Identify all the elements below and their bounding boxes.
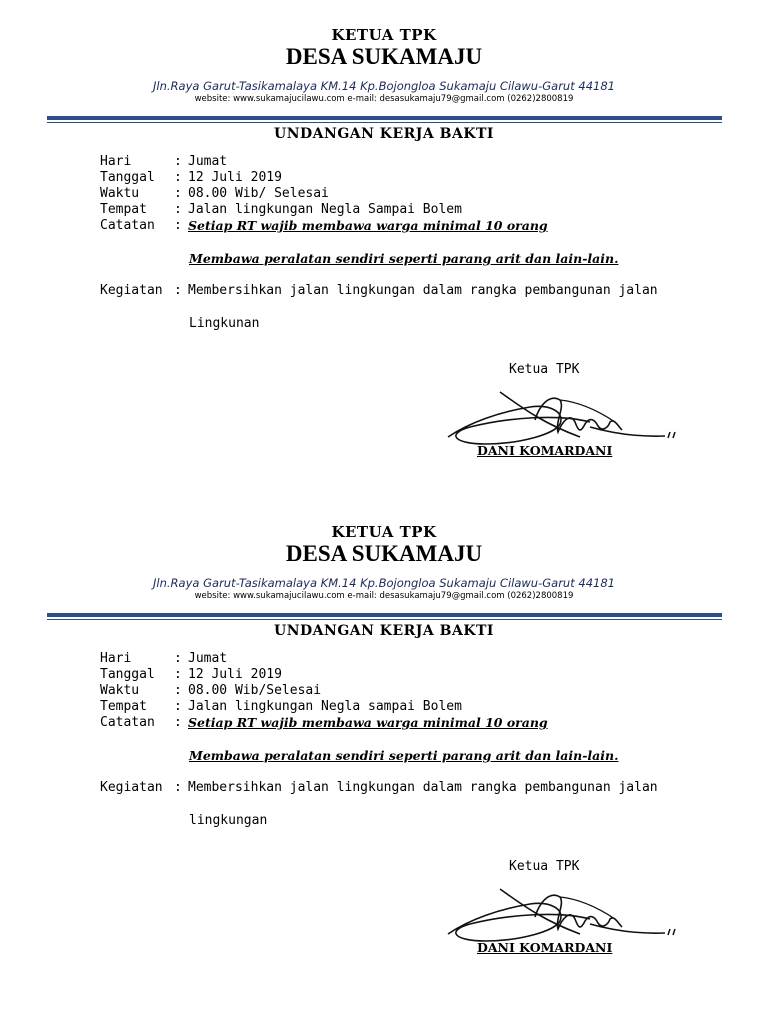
row-separator: : bbox=[174, 715, 182, 730]
header-address: Jln.Raya Garut-Tasikamalaya KM.14 Kp.Bojongloa Sukamaju Cilawu-Garut 44181 bbox=[153, 79, 615, 93]
row-value: Jumat bbox=[188, 154, 228, 169]
header-divider-thin bbox=[47, 619, 722, 620]
row-label: Waktu bbox=[100, 683, 140, 698]
letter-title: UNDANGAN KERJA BAKTI bbox=[274, 126, 494, 142]
detail-row-tanggal bbox=[100, 170, 700, 186]
header-title: KETUA TPK bbox=[331, 26, 437, 44]
signature-role: Ketua TPK bbox=[509, 859, 580, 874]
signatory-name: DANI KOMARDANI bbox=[477, 940, 613, 955]
detail-row-waktu bbox=[100, 683, 700, 699]
detail-row-tempat bbox=[100, 202, 700, 218]
detail-row-catatan bbox=[100, 218, 700, 234]
row-value: Membersihkan jalan lingkungan dalam rangka pembangunan jalan bbox=[188, 283, 658, 298]
row-label: Tempat bbox=[100, 699, 147, 714]
detail-row-tanggal bbox=[100, 667, 700, 683]
detail-row-hari bbox=[100, 154, 700, 170]
row-label: Kegiatan bbox=[100, 780, 163, 795]
row-value: 12 Juli 2019 bbox=[188, 667, 282, 682]
letter-title: UNDANGAN KERJA BAKTI bbox=[274, 623, 494, 639]
signature-role: Ketua TPK bbox=[509, 362, 580, 377]
row-separator: : bbox=[174, 667, 182, 682]
detail-row-kegiatan bbox=[100, 283, 700, 299]
header-divider bbox=[47, 613, 722, 617]
invitation-letter bbox=[0, 497, 768, 997]
row-separator: : bbox=[174, 699, 182, 714]
detail-row-catatan bbox=[100, 715, 700, 731]
row-label: Tempat bbox=[100, 202, 147, 217]
row-label: Kegiatan bbox=[100, 283, 163, 298]
kegiatan-continuation: lingkungan bbox=[189, 813, 268, 828]
row-separator: : bbox=[174, 683, 182, 698]
row-value: 08.00 Wib/ Selesai bbox=[188, 186, 329, 201]
row-label: Waktu bbox=[100, 186, 140, 201]
row-value-note: Setiap RT wajib membawa warga minimal 10 orang bbox=[188, 715, 548, 730]
row-value: Jalan lingkungan Negla Sampai Bolem bbox=[188, 202, 462, 217]
kegiatan-continuation: Lingkunan bbox=[189, 316, 260, 331]
invitation-letter bbox=[0, 0, 768, 500]
header-village: DESA SUKAMAJU bbox=[285, 541, 483, 566]
header-divider-thin bbox=[47, 122, 722, 123]
row-label: Catatan bbox=[100, 218, 155, 233]
header-title: KETUA TPK bbox=[331, 523, 437, 541]
header-divider bbox=[47, 116, 722, 120]
row-label: Tanggal bbox=[100, 667, 155, 682]
row-separator: : bbox=[174, 283, 182, 298]
signatory-name: DANI KOMARDANI bbox=[477, 443, 613, 458]
row-separator: : bbox=[174, 780, 182, 795]
row-separator: : bbox=[174, 186, 182, 201]
row-separator: : bbox=[174, 218, 182, 233]
note-equipment: Membawa peralatan sendiri seperti parang arit dan lain-lain. bbox=[189, 251, 619, 266]
detail-row-kegiatan bbox=[100, 780, 700, 796]
row-value: Membersihkan jalan lingkungan dalam rangka pembangunan jalan bbox=[188, 780, 658, 795]
detail-row-hari bbox=[100, 651, 700, 667]
row-label: Hari bbox=[100, 154, 132, 169]
row-separator: : bbox=[174, 202, 182, 217]
row-value: 08.00 Wib/Selesai bbox=[188, 683, 322, 698]
header-contact: website: www.sukamajucilawu.com e-mail: desasukamaju79@gmail.com (0262)2800819 bbox=[194, 591, 574, 601]
row-value: Jalan lingkungan Negla sampai Bolem bbox=[188, 699, 462, 714]
row-label: Catatan bbox=[100, 715, 155, 730]
row-separator: : bbox=[174, 170, 182, 185]
detail-row-tempat bbox=[100, 699, 700, 715]
header-village: DESA SUKAMAJU bbox=[285, 44, 483, 69]
row-label: Hari bbox=[100, 651, 132, 666]
row-value-note: Setiap RT wajib membawa warga minimal 10 orang bbox=[188, 218, 548, 233]
row-value: 12 Juli 2019 bbox=[188, 170, 282, 185]
row-separator: : bbox=[174, 154, 182, 169]
header-contact: website: www.sukamajucilawu.com e-mail: desasukamaju79@gmail.com (0262)2800819 bbox=[194, 94, 574, 104]
note-equipment: Membawa peralatan sendiri seperti parang arit dan lain-lain. bbox=[189, 748, 619, 763]
row-value: Jumat bbox=[188, 651, 228, 666]
detail-row-waktu bbox=[100, 186, 700, 202]
row-separator: : bbox=[174, 651, 182, 666]
header-address: Jln.Raya Garut-Tasikamalaya KM.14 Kp.Bojongloa Sukamaju Cilawu-Garut 44181 bbox=[153, 576, 615, 590]
row-label: Tanggal bbox=[100, 170, 155, 185]
